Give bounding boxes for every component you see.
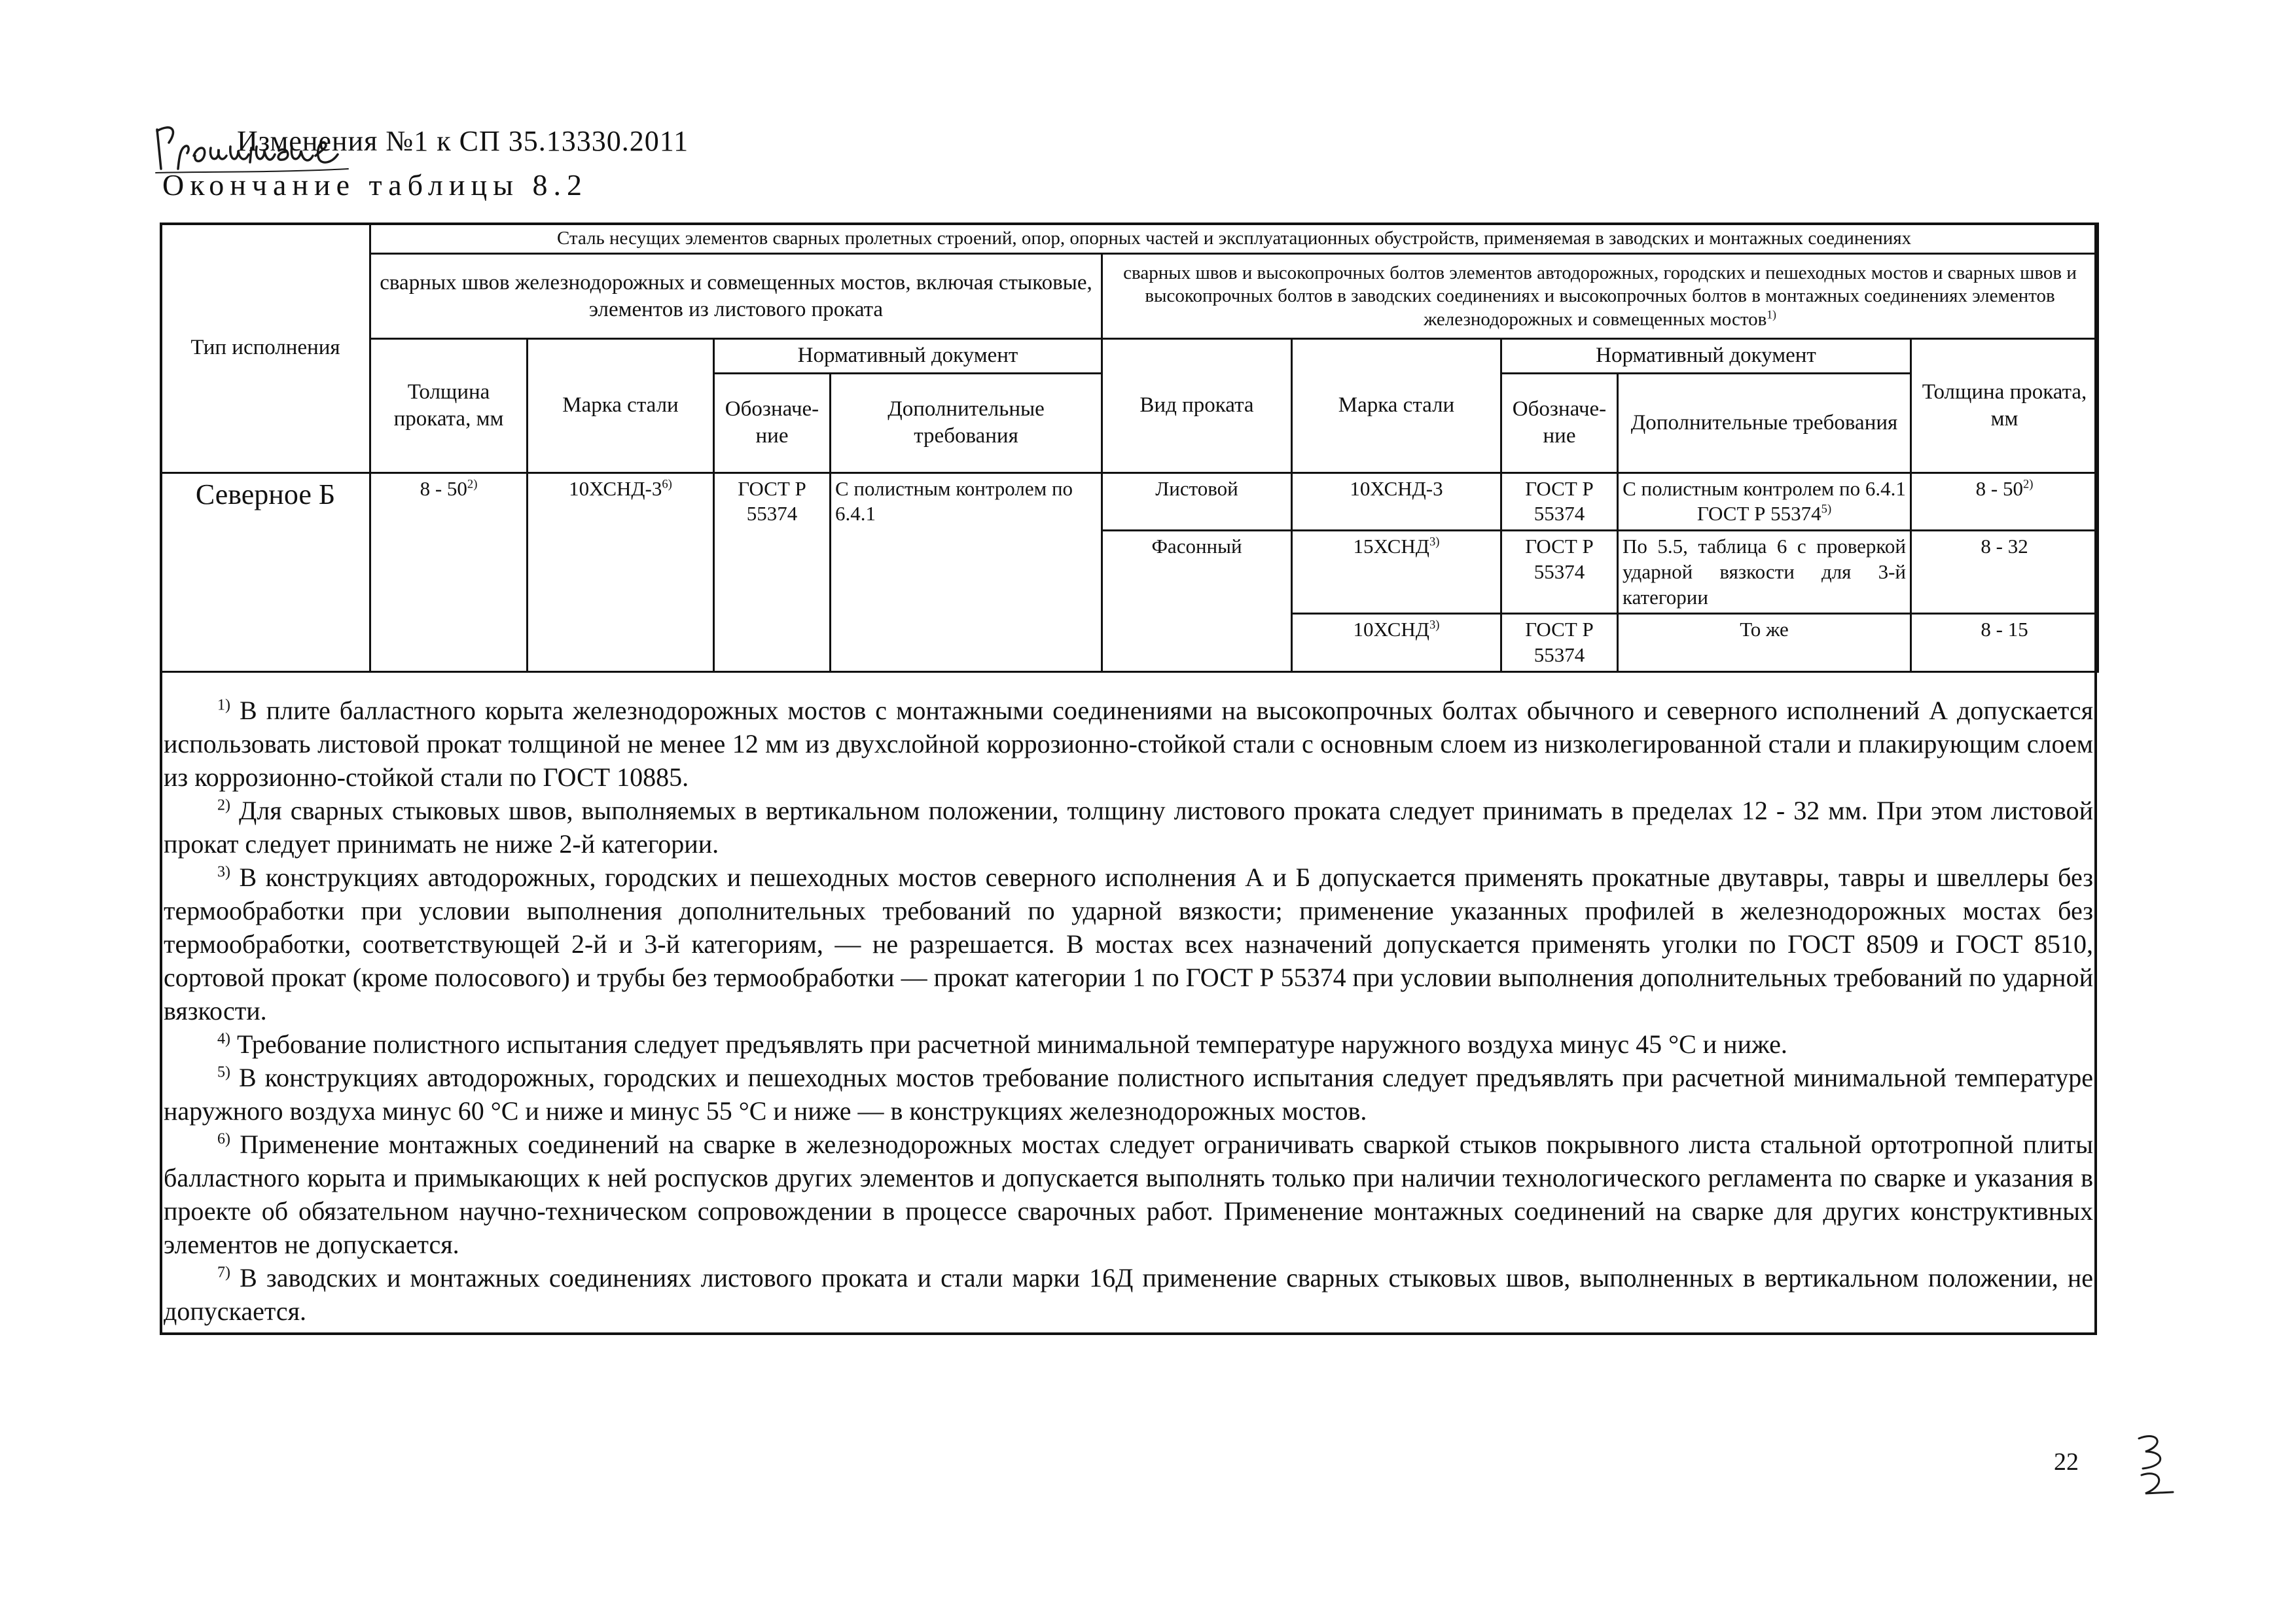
g1-requirements-header: Дополнительные требования — [831, 373, 1102, 473]
g1-designation-header: Обозначе-ние — [714, 373, 831, 473]
footnote: $^{4)}$ Требование полистного испытания следует предъявлять при расчетной минимальной температуре наружного воздуха минус 45 °С и ниже. — [217, 1029, 1787, 1059]
group1-header: сварных швов железнодорожных и совмещенных мостов, включая стыковые, элементов из листового проката — [370, 254, 1102, 339]
r3-req-cell: То же — [1618, 614, 1911, 672]
page-number: 22 — [2054, 1448, 2079, 1476]
g2-requirements-header: Дополнительные требования — [1618, 373, 1911, 473]
g2-thickness-header: Толщина проката, мм — [1911, 339, 2098, 473]
r2-type-cell: Фасонный — [1102, 531, 1292, 672]
r1-thickness-cell: 8 - 50$^{2)}$ — [1911, 473, 2098, 531]
footnote: $^{7)}$ В заводских и монтажных соединениях листового проката и стали марки 16Д применение сварных стыковых швов, выполненных в вертикальном положении, не допускается. — [164, 1263, 2094, 1326]
g1-doc-cell: ГОСТ Р 55374 — [714, 473, 831, 671]
handwritten-page-mark — [2119, 1425, 2191, 1510]
r1-grade-cell: 10ХСНД-3 — [1292, 473, 1501, 531]
r3-thickness-cell: 8 - 15 — [1911, 614, 2098, 672]
g1-grade-header: Марка стали — [528, 339, 714, 473]
g1-thickness-header: Толщина проката, мм — [370, 339, 528, 473]
footnote: $^{1)}$ В плите балластного корыта железнодорожных мостов с монтажными соединениями на высокопрочных болтах обычного и северного исполнений А допускается использовать листовой прокат толщиной не менее 12 мм из двухслойной коррозионно-стойкой стали с основным слоем из низколегированной стали и плакирующим слоем из коррозионно-стойкой стали по ГОСТ 10885. — [164, 696, 2094, 792]
r2-grade-cell: 15ХСНД$^{3)}$ — [1292, 531, 1501, 614]
rolled-type-header: Вид проката — [1102, 339, 1292, 473]
footnotes — [164, 694, 2093, 1328]
footnote: $^{2)}$ Для сварных стыковых швов, выполняемых в вертикальном положении, толщину листового проката следует принимать в пределах 12 - 32 мм. При этом листовой прокат следует принимать не ниже 2-й категории. — [164, 796, 2094, 859]
type-header: Тип исполнения — [161, 224, 370, 473]
r1-req-cell: С полистным контролем по 6.4.1 ГОСТ Р 55374$^{5)}$ — [1618, 473, 1911, 531]
document-title: Изменения №1 к СП 35.13330.2011 — [237, 125, 689, 157]
table-caption: Сталь несущих элементов сварных пролетных строений, опор, опорных частей и эксплуатационных обустройств, применяемая в заводских и монтажных соединениях — [370, 224, 2098, 254]
steel-table — [160, 223, 2099, 673]
g1-grade-cell: 10ХСНД-3$^{6)}$ — [528, 473, 714, 671]
r3-doc-cell: ГОСТ Р 55374 — [1501, 614, 1618, 672]
r2-thickness-cell: 8 - 32 — [1911, 531, 2098, 614]
r3-grade-cell: 10ХСНД$^{3)}$ — [1292, 614, 1501, 672]
footnote: $^{3)}$ В конструкциях автодорожных, городских и пешеходных мостов северного исполнения А и Б допускается применять прокатные двутавры, тавры и швеллеры без термообработки при условии выполнения дополнительных требований по ударной вязкости; применение указанных профилей в железнодорожных мостах без термообработки, соответствующей 2-й и 3-й категориям, — не разрешается. В мостах всех назначений допускается применять уголки по ГОСТ 8509 и ГОСТ 8510, сортовой прокат (кроме полосового) и трубы без термообработки — прокат категории 1 по ГОСТ Р 55374 при условии выполнения дополнительных требований по ударной вязкости. — [164, 863, 2094, 1026]
g1-thickness-cell: 8 - 50$^{2)}$ — [370, 473, 528, 671]
g2-normdoc-header: Нормативный документ — [1501, 339, 1911, 373]
r2-req-cell: По 5.5, таблица 6 с проверкой ударной вязкости для 3-й категории — [1618, 531, 1911, 614]
g1-normdoc-header: Нормативный документ — [714, 339, 1102, 373]
footnote: $^{6)}$ Применение монтажных соединений на сварке в железнодорожных мостах следует ограничивать сваркой стыков покрывного листа стальной ортотропной плиты балластного корыта и примыкающих к ней роспусков других элементов и допускается выполнять только при наличии технологического регламента по сварке и указания в проекте об обязательном научно-техническом сопровождении в процессе сварочных работ. Применение монтажных соединений на сварке для других конструктивных элементов не допускается. — [164, 1130, 2094, 1259]
g2-grade-header: Марка стали — [1292, 339, 1501, 473]
table-subtitle: Окончание таблицы 8.2 — [162, 168, 588, 202]
g2-designation-header: Обозначе-ние — [1501, 373, 1618, 473]
row-type-cell: Северное Б — [161, 473, 370, 671]
footnote: $^{5)}$ В конструкциях автодорожных, городских и пешеходных мостов требование полистного испытания следует предъявлять при расчетной минимальной температуре наружного воздуха минус 60 °С и ниже и минус 55 °С и ниже — в конструкциях железнодорожных мостов. — [164, 1063, 2093, 1126]
group2-header: сварных швов и высокопрочных болтов элементов автодорожных, городских и пешеходных мостов и сварных швов и высокопрочных болтов в заводских соединениях и высокопрочных болтов в монтажных соединениях элементов железнодорожных и совмещенных мостов$^{1)}$ — [1102, 254, 2098, 339]
r1-doc-cell: ГОСТ Р 55374 — [1501, 473, 1618, 531]
g1-req-cell: С полистным контролем по 6.4.1 — [831, 473, 1102, 671]
r1-type-cell: Листовой — [1102, 473, 1292, 531]
r2-doc-cell: ГОСТ Р 55374 — [1501, 531, 1618, 614]
